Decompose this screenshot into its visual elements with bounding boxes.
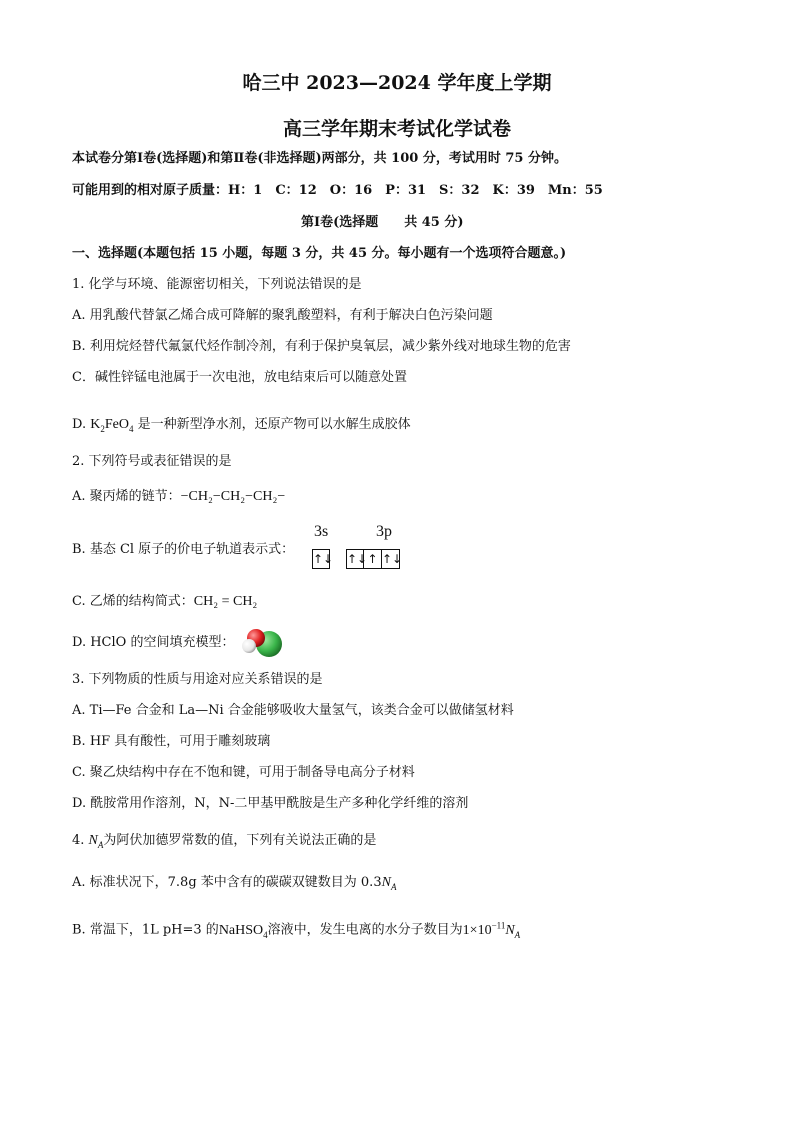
q3-stem: 3. 下列物质的性质与用途对应关系错误的是 xyxy=(72,672,323,687)
orbital-label-3p: 3p xyxy=(376,523,392,540)
q1-d-suffix: 是一种新型净水剂，还原产物可以水解生成胶体 xyxy=(137,417,411,432)
q3-option-a: A. Ti—Fe 合金和 La—Ni 合金能够吸收大量氢气，该类合金可以做储氢材料 xyxy=(72,703,514,718)
nahso4-formula: NaHSO$_4$ xyxy=(218,922,268,940)
q3-option-b: B. HF 具有酸性，可用于雕刻玻璃 xyxy=(72,734,271,749)
orbital-box-3s: ↑↓ xyxy=(312,549,330,569)
q4-option-b: B. 常温下，1L pH=3 的NaHSO$_4$溶液中，发生电离的水分子数目为$1\times 10^{-11}N_A$ xyxy=(72,920,521,940)
orbital-box-3p-2: ↑ xyxy=(364,549,382,569)
hclo-space-filling-model-icon xyxy=(238,626,286,660)
q4-stem: 4. $N_A$为阿伏加德罗常数的值，下列有关说法正确的是 xyxy=(72,833,377,850)
q2-option-b: B. 基态 Cl 原子的价电子轨道表示式： xyxy=(72,542,295,557)
page-title-exam: 高三学年期末考试化学试卷 xyxy=(282,118,511,140)
orbital-box-3p-3: ↑↓ xyxy=(382,549,400,569)
avogadro-symbol: $N_A$ xyxy=(505,922,521,940)
page-title-school: 哈三中 2023—2024 学年度上学期 xyxy=(242,72,552,94)
q1-d-prefix: D. xyxy=(72,417,91,432)
ethyne-formula: CH₂ = CH₂ xyxy=(193,594,258,609)
polypropylene-unit: −CH₂−CH₂−CH₂− xyxy=(180,489,286,504)
orbital-3p-boxes xyxy=(346,549,403,569)
avogadro-symbol: $N_A$ xyxy=(88,833,104,850)
q2-option-d: D. HClO 的空间填充模型： xyxy=(72,635,235,650)
q2-option-c: C. 乙烯的结构简式：CH₂ = CH₂ xyxy=(72,594,258,609)
orbital-box-3p-1: ↑↓ xyxy=(346,549,364,569)
atomic-masses: 可能用到的相对原子质量：H：1 C：12 O：16 P：31 S：32 K：39 Mn：55 xyxy=(72,183,603,198)
orbital-3s-boxes xyxy=(312,549,334,569)
q1-stem: 1. 化学与环境、能源密切相关，下列说法错误的是 xyxy=(72,277,362,292)
q2-stem: 2. 下列符号或表征错误的是 xyxy=(72,454,232,469)
q1-option-a: A. 用乳酸代替氯乙烯合成可降解的聚乳酸塑料，有利于解决白色污染问题 xyxy=(72,308,493,323)
q4-option-a: A. 标准状况下，7.8g 苯中含有的碳碳双键数目为 $0.3N_A$ xyxy=(72,875,397,892)
section1-heading: 一、选择题(本题包括 15 小题，每题 3 分，共 45 分。每小题有一个选项符合题意。) xyxy=(72,246,567,261)
water-ionization-value: $1\times 10^{-11}$ xyxy=(462,920,506,938)
exam-intro: 本试卷分第Ⅰ卷(选择题)和第Ⅱ卷(非选择题)两部分，共 100 分，考试用时 75 分钟。 xyxy=(72,151,567,166)
q1-option-d xyxy=(72,416,411,438)
q3-option-d: D. 酰胺常用作溶剂，N，N-二甲基甲酰胺是生产多种化学纤维的溶剂 xyxy=(72,796,469,811)
part1-heading: 第Ⅰ卷(选择题 共 45 分) xyxy=(301,215,464,230)
q1-option-b: B. 利用烷烃替代氟氯代烃作制冷剂，有利于保护臭氧层，减少紫外线对地球生物的危害 xyxy=(72,339,571,354)
q3-option-c: C. 聚乙炔结构中存在不饱和键，可用于制备导电高分子材料 xyxy=(72,765,415,780)
k2feo4-formula: $K_2FeO_4$ xyxy=(90,417,134,434)
avogadro-symbol: $N_A$ xyxy=(381,875,397,892)
q2-option-a: A. 聚丙烯的链节：−CH₂−CH₂−CH₂− xyxy=(72,489,286,504)
q1-option-c: C．碱性锌锰电池属于一次电池，放电结束后可以随意处置 xyxy=(72,370,407,385)
orbital-label-3s: 3s xyxy=(314,523,329,540)
